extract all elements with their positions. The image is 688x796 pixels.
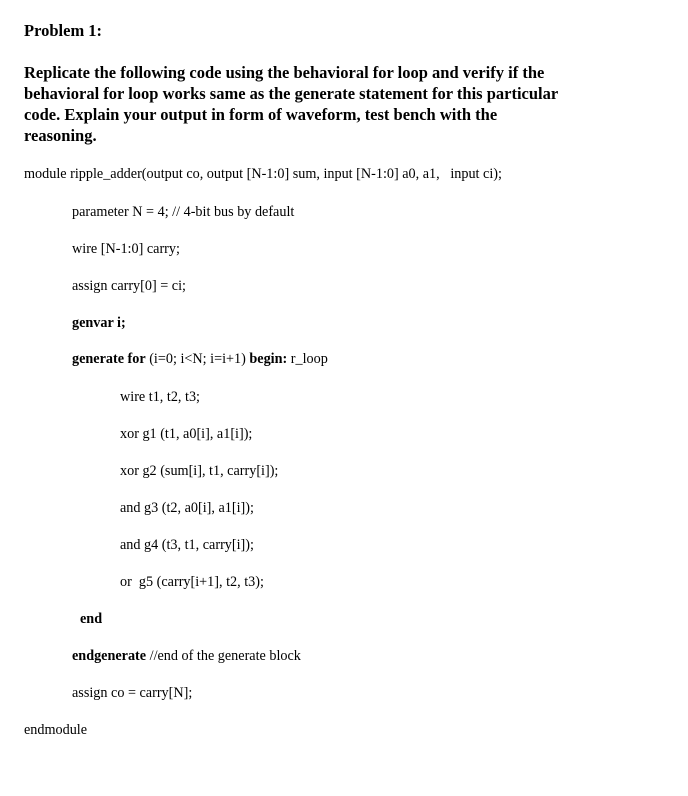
code-xor-g1: xor g1 (t1, a0[i], a1[i]);: [120, 426, 253, 442]
generate-condition: (i=0; i<N; i=i+1): [145, 351, 250, 367]
code-and-g3: and g3 (t2, a0[i], a1[i]);: [120, 500, 254, 516]
endgenerate-comment: //end of the generate block: [146, 648, 301, 664]
problem-title: Problem 1:: [24, 21, 103, 40]
code-end-keyword: end: [80, 611, 103, 627]
code-assign-carry: assign carry[0] = ci;: [72, 278, 186, 294]
code-or-g5: or g5 (carry[i+1], t2, t3);: [120, 574, 264, 590]
begin-keyword: begin:: [249, 351, 288, 367]
code-and-g4: and g4 (t3, t1, carry[i]);: [120, 537, 254, 553]
endgenerate-keyword: endgenerate: [72, 648, 147, 664]
code-genvar: genvar i;: [72, 315, 126, 331]
code-parameter-line: parameter N = 4; // 4-bit bus by default: [72, 204, 295, 220]
code-endgenerate-line: [72, 647, 301, 665]
code-assign-co: assign co = carry[N];: [72, 685, 193, 701]
generate-keyword: generate for: [72, 351, 146, 367]
code-endmodule: endmodule: [24, 722, 88, 738]
problem-instructions: [24, 62, 664, 146]
loop-label: r_loop: [287, 351, 328, 367]
code-generate-line: [72, 350, 328, 368]
instruction-line: code. Explain your output in form of waveform, test bench with the: [24, 105, 498, 124]
code-wire-temps: wire t1, t2, t3;: [120, 389, 200, 405]
code-wire-carry: wire [N-1:0] carry;: [72, 241, 180, 257]
instruction-line: Replicate the following code using the behavioral for loop and verify if the: [24, 63, 545, 82]
instruction-line: reasoning.: [24, 126, 97, 145]
instruction-line: behavioral for loop works same as the generate statement for this particular: [24, 84, 559, 103]
code-xor-g2: xor g2 (sum[i], t1, carry[i]);: [120, 463, 279, 479]
code-module-declaration: module ripple_adder(output co, output [N-1:0] sum, input [N-1:0] a0, a1, input ci);: [24, 166, 502, 182]
